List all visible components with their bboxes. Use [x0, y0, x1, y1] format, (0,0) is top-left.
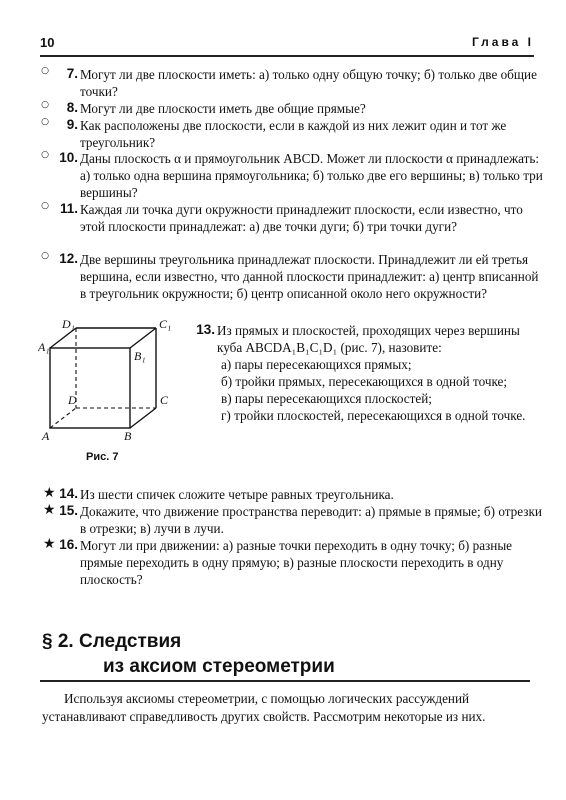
problem-10 — [41, 150, 546, 202]
problem-text: Могут ли при движении: а) разные точки переходить в одну точку; б) разные прямые переходить в одну прямую; в) разные плоскости переходить в одну плоскость? — [80, 538, 513, 588]
cube-edge-a1d1 — [50, 328, 76, 348]
problem-9 — [41, 117, 546, 151]
problem-number: 10. — [59, 150, 78, 165]
star-mark-icon: ★ — [43, 536, 56, 552]
problem-12 — [41, 251, 546, 303]
problem-13-item-c: в) пары пересекающихся плоскостей; — [221, 391, 432, 406]
problem-number: 15. — [59, 503, 78, 518]
problem-8 — [41, 100, 546, 117]
label-b: B — [124, 429, 132, 443]
cube-drawing — [38, 318, 178, 448]
problem-text: Могут ли две плоскости иметь: а) только одну общую точку; б) только две общие точки? — [80, 67, 537, 100]
problem-7 — [41, 66, 546, 100]
page-header — [40, 33, 534, 57]
problem-number: 12. — [59, 251, 78, 266]
problem-13-item-a: а) пары пересекающихся прямых; — [221, 357, 412, 372]
problem-text: Докажите, что движение пространства переводит: а) прямые в прямые; б) отрезки в отрезки; в) лучи в лучи. — [80, 504, 542, 537]
problem-13-item-d: г) тройки плоскостей, пересекающихся в одной точке. — [221, 408, 526, 423]
page-number: 10 — [40, 35, 55, 50]
problem-number: 8. — [66, 100, 78, 115]
label-d1: D₁ — [62, 318, 75, 331]
intro-paragraph: Используя аксиомы стереометрии, с помощью логических рассуждений устанавливают справедливость других свойств. Рассмотрим некоторые из них. — [42, 691, 486, 724]
circle-mark-icon: ○ — [41, 251, 49, 261]
problem-text: Как расположены две плоскости, если в каждой из них лежит один и тот же треугольник? — [80, 118, 507, 151]
label-b1: B₁ — [134, 349, 146, 363]
problem-text: Даны плоскость α и прямоугольник ABCD. Может ли плоскости α принадлежать: а) только одна вершина прямоугольника; б) только две его вершины; в) только три вершины? — [80, 151, 543, 201]
problem-number: 16. — [59, 537, 78, 552]
cube-figure — [38, 318, 178, 468]
label-d: D — [68, 393, 77, 407]
cube-edge-bc — [130, 408, 156, 428]
problem-number: 14. — [59, 486, 78, 501]
problem-13-item-b: б) тройки прямых, пересекающихся в одной точке; — [221, 374, 508, 389]
circle-mark-icon: ○ — [41, 100, 49, 110]
label-c1: C₁ — [159, 318, 172, 331]
problem-text: Из шести спичек сложите четыре равных треугольника. — [80, 487, 394, 502]
problem-15 — [43, 502, 546, 537]
circle-mark-icon: ○ — [41, 201, 49, 211]
problem-number: 13. — [196, 322, 215, 337]
problem-14 — [43, 485, 546, 503]
problem-11 — [41, 201, 546, 235]
star-mark-icon: ★ — [43, 502, 56, 518]
section-title-line2: из аксиом стереометрии — [103, 656, 335, 677]
circle-mark-icon: ○ — [41, 66, 49, 76]
cube-hidden-edge-ad — [50, 408, 76, 428]
problem-text: Две вершины треугольника принадлежат плоскости. Принадлежит ли ей третья вершина, если известно, что данной плоскости принадлежит: а) центр вписанной в треугольник окружности; б) центр описанной около него окружности? — [80, 252, 539, 302]
label-a1: A₁ — [38, 340, 50, 354]
chapter-title: Глава I — [471, 35, 534, 49]
circle-mark-icon: ○ — [41, 117, 49, 127]
problem-number: 11. — [59, 201, 78, 216]
figure-caption: Рис. 7 — [86, 451, 119, 463]
problem-number: 9. — [66, 117, 78, 132]
star-mark-icon: ★ — [43, 485, 56, 501]
label-a: A — [42, 429, 50, 443]
section-divider — [40, 680, 530, 682]
problem-text: Каждая ли точка дуги окружности принадлежит плоскости, если известно, что этой плоскости принадлежат: а) две точки дуги; б) три точки дуги? — [80, 202, 523, 235]
problem-13-intro: Из прямых и плоскостей, проходящих через вершины куба ABCDA₁B₁C₁D₁ (рис. 7), назовите: — [217, 323, 520, 355]
label-c: C — [160, 393, 169, 407]
problem-text: Могут ли две плоскости иметь две общие прямые? — [80, 101, 366, 116]
problem-16 — [43, 536, 546, 589]
problem-13 — [196, 322, 542, 424]
cube-edge-b1c1 — [130, 328, 156, 348]
cube-front-face — [50, 348, 130, 428]
circle-mark-icon: ○ — [41, 150, 49, 160]
section-title-line1: § 2. Следствия — [42, 631, 182, 652]
problem-number: 7. — [66, 66, 78, 81]
